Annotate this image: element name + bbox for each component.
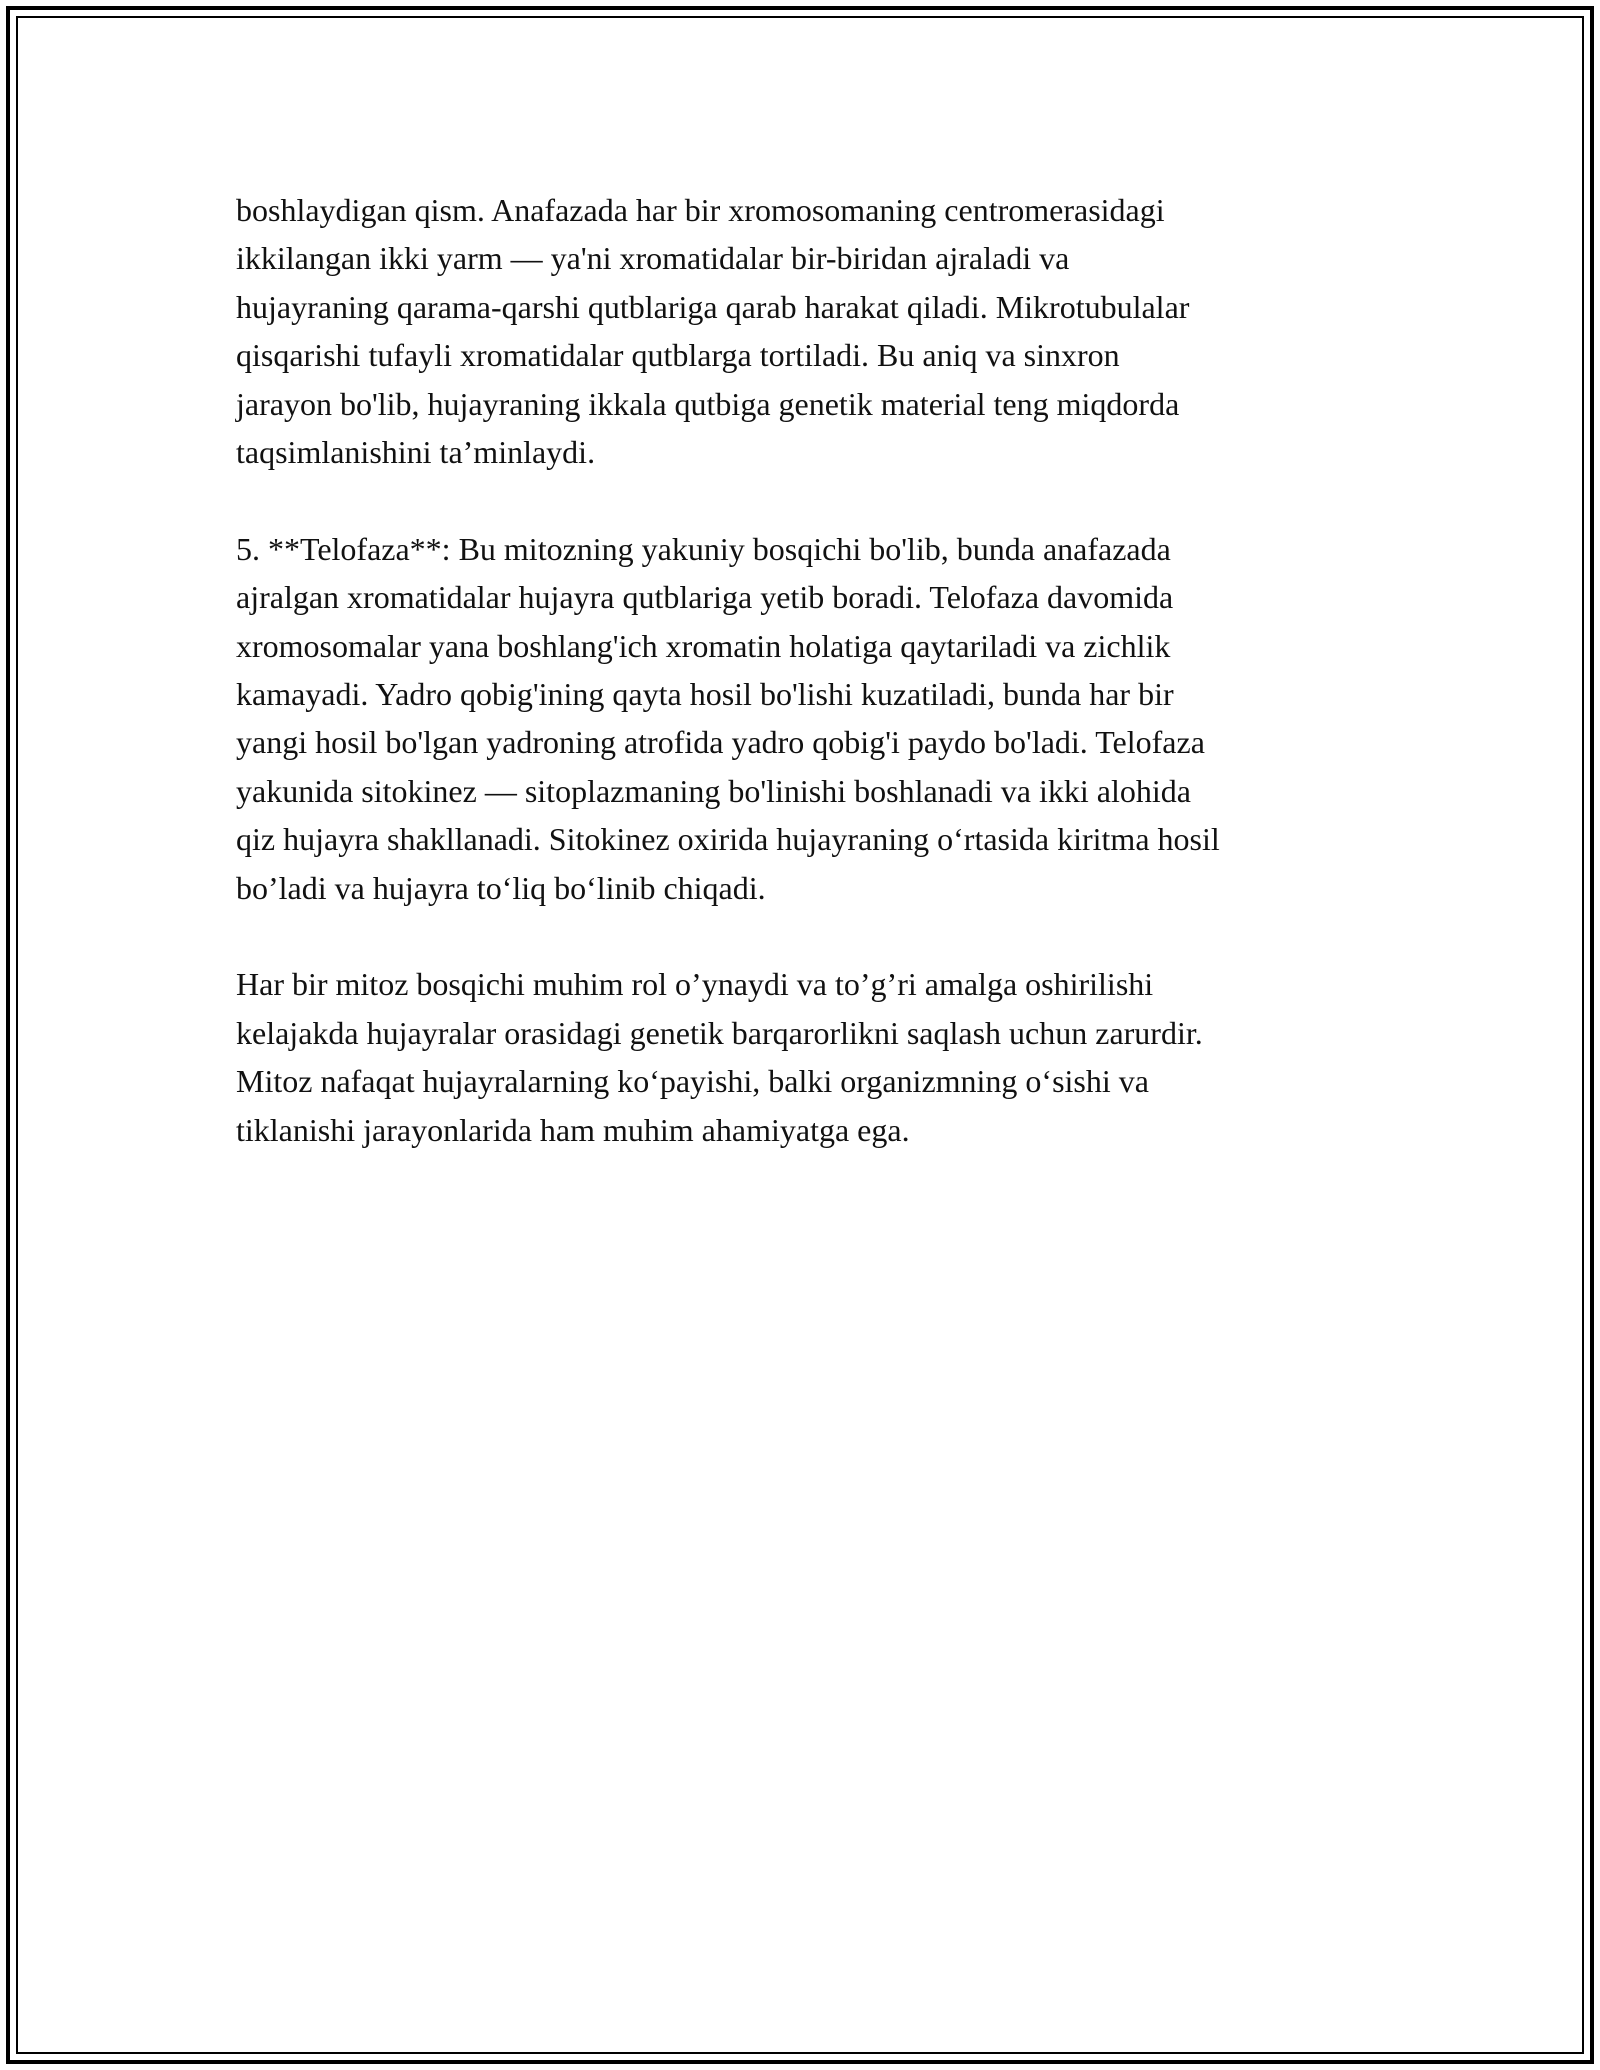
paragraph-anafaza-continuation: boshlaydigan qism. Anafazada har bir xromosomaning centromerasidagi ikkilangan ikki yarm — ya'ni xromatidalar bir-biridan ajraladi va hujayraning qarama-qarshi qutblariga qarab harakat qiladi. Mikrotubulalar qisqarishi tufayli xromatidalar qutblarga tortiladi. Bu aniq va sinxron jarayon bo'lib, hujayraning ikkala qutbiga genetik material teng miqdorda taqsimlanishini ta’minlaydi.	[236, 192, 1190, 471]
paragraph-conclusion: Har bir mitoz bosqichi muhim rol o’ynaydi va to’g’ri amalga oshirilishi kelajakda hujayralar orasidagi genetik barqarorlikni saqlash uchun zarurdir. Mitoz nafaqat hujayralarning ko‘payishi, balki organizmning o‘sishi va tiklanishi jarayonlarida ham muhim ahamiyatga ega.	[236, 966, 1203, 1148]
document-body	[236, 186, 1386, 1202]
paragraph-telofaza: 5. **Telofaza**: Bu mitozning yakuniy bosqichi bo'lib, bunda anafazada ajralgan xromatidalar hujayra qutblariga yetib boradi. Telofaza davomida xromosomalar yana boshlang'ich xromatin holatiga qaytariladi va zichlik kamayadi. Yadro qobig'ining qayta hosil bo'lishi kuzatiladi, bunda har bir yangi hosil bo'lgan yadroning atrofida yadro qobig'i paydo bo'ladi. Telofaza yakunida sitokinez — sitoplazmaning bo'linishi boshlanadi va ikki alohida qiz hujayra shakllanadi. Sitokinez oxirida hujayraning o‘rtasida kiritma hosil bo’ladi va hujayra to‘liq bo‘linib chiqadi.	[236, 530, 1220, 906]
